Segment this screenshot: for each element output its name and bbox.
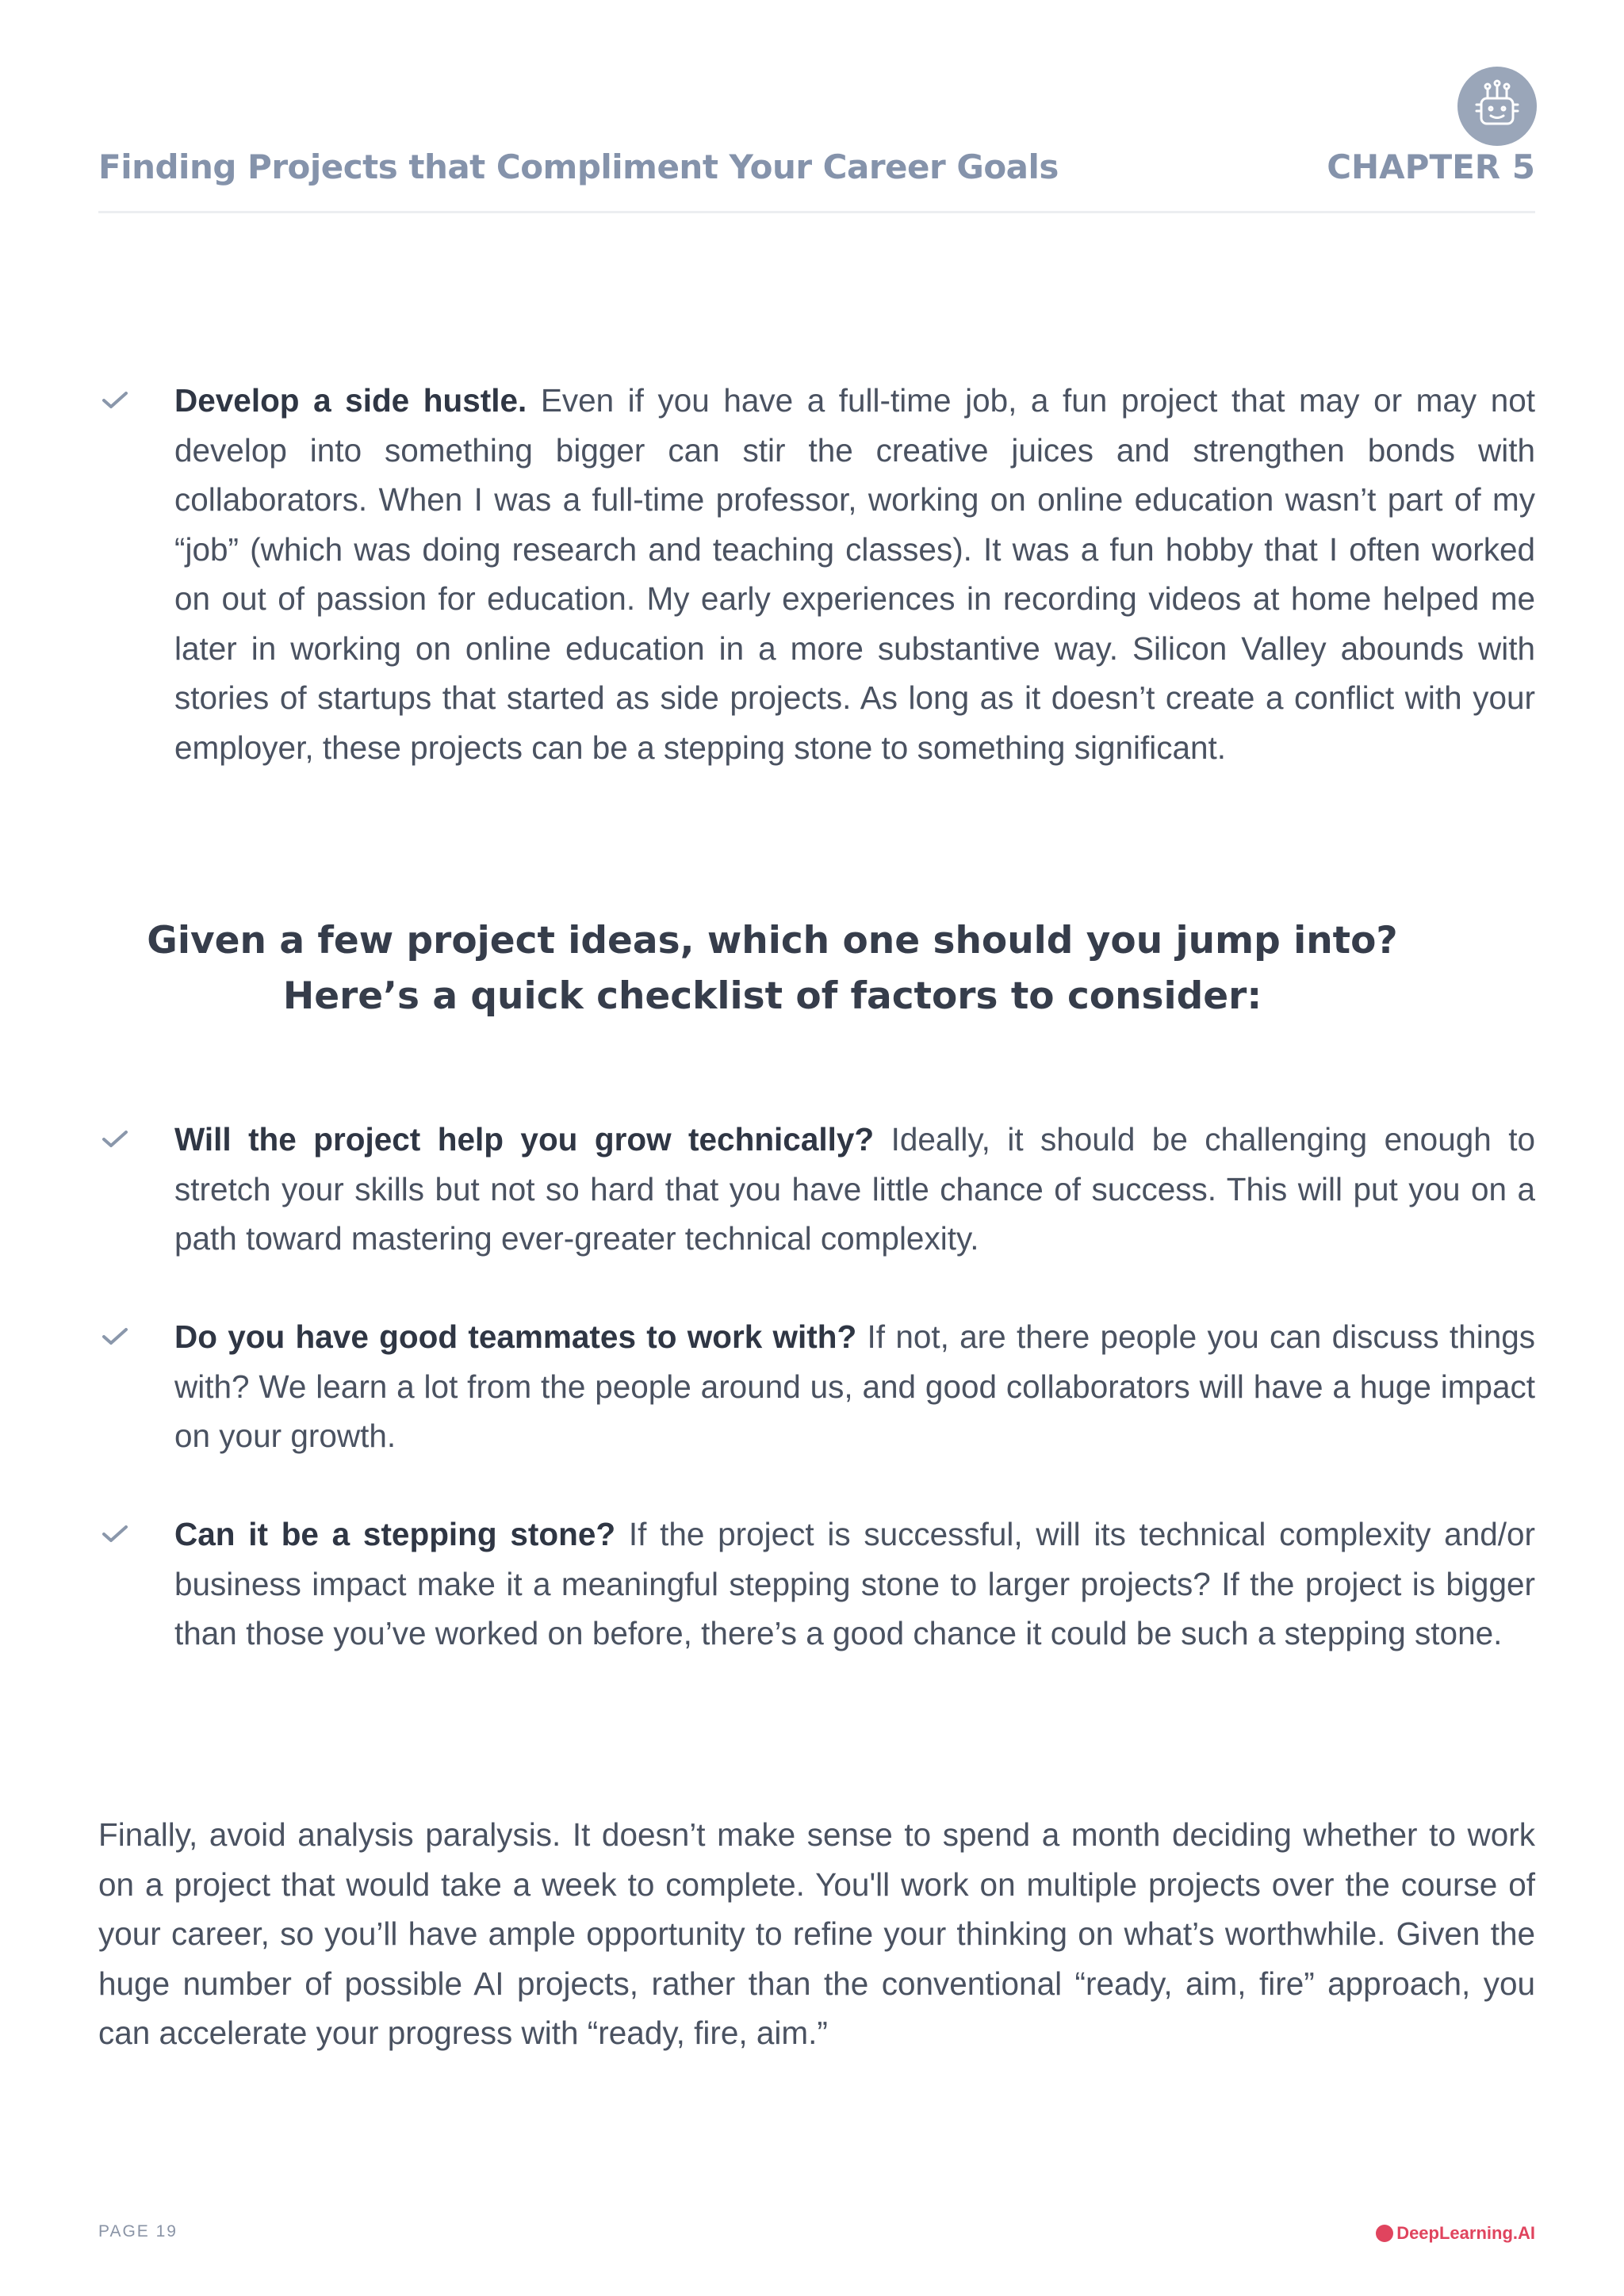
checklist-lead: Do you have good teammates to work with? [174,1318,857,1355]
brand-mark-icon [1376,2225,1393,2242]
checklist-text: Ideally, it should be challenging enough to stretch your skills but not so hard that you have little chance of success. This will put you on a path toward mastering ever-greater technical complexity. [174,1121,1535,1257]
checklist-heading-line1: Given a few project ideas, which one should you jump into? [147,919,1398,962]
checkmark-icon [102,1129,128,1150]
header-divider [98,211,1535,213]
checklist-text: If the project is successful, will its technical complexity and/or business impact make it a meaningful stepping stone to larger projects? If the project is bigger than those you’ve worked on before, there’s a good chance it could be such a stepping stone. [174,1516,1536,1651]
chapter-label: CHAPTER 5 [1327,147,1535,186]
checkmark-icon [102,1524,128,1544]
closing-paragraph: Finally, avoid analysis paralysis. It doesn’t make sense to spend a month deciding whether to work on a project that would take a week to complete. You'll work on multiple projects over the course of your career, so you’ll have ample opportunity to refine your thinking on what’s worthwhile. Given the huge number of possible AI projects, rather than the conventional “ready, aim, fire” approach, you can accelerate your progress with “ready, fire, aim.” [98,1816,1535,2051]
checkmark-icon [102,1326,128,1347]
page-number: PAGE 19 [98,2222,178,2241]
robot-chip-icon [1457,67,1537,146]
checklist-paragraph [174,1312,1535,1461]
checklist-paragraph [174,1510,1535,1659]
checkmark-icon [102,390,128,411]
brand-name: DeepLearning.AI [1396,2223,1535,2243]
checklist-heading-line2: Here’s a quick checklist of factors to consider: [282,974,1262,1018]
bullet-text: Even if you have a full-time job, a fun project that may or may not develop into something bigger can stir the creative juices and strengthen bonds with collaborators. When I was a full-time professor, working on online education wasn’t part of my “job” (which was doing research and teaching classes). It was a fun hobby that I often worked on out of passion for education. My early experiences in recording videos at home helped me later in working on online education in a more substantive way. Silicon Valley abounds with stories of startups that started as side projects. As long as it doesn’t create a conflict with your employer, these projects can be a stepping stone to something significant. [174,382,1536,766]
bullet-paragraph [174,376,1535,772]
checklist-lead: Will the project help you grow technically? [174,1121,875,1158]
side-hustle-bullet [98,376,1535,772]
checklist-item-grow-technically [98,1115,1535,1264]
checklist-paragraph [174,1115,1535,1264]
brand-logo [1376,2223,1535,2244]
bullet-lead: Develop a side hustle. [174,382,527,419]
checklist-lead: Can it be a stepping stone? [174,1516,616,1552]
checklist-heading [98,913,1446,1024]
checklist-text: If not, are there people you can discuss things with? We learn a lot from the people around us, and good collaborators will have a huge impact on your growth. [174,1318,1535,1454]
checklist-item-stepping-stone [98,1510,1535,1659]
header-title: Finding Projects that Compliment Your Career Goals [98,147,1059,186]
checklist-item-teammates [98,1312,1535,1461]
